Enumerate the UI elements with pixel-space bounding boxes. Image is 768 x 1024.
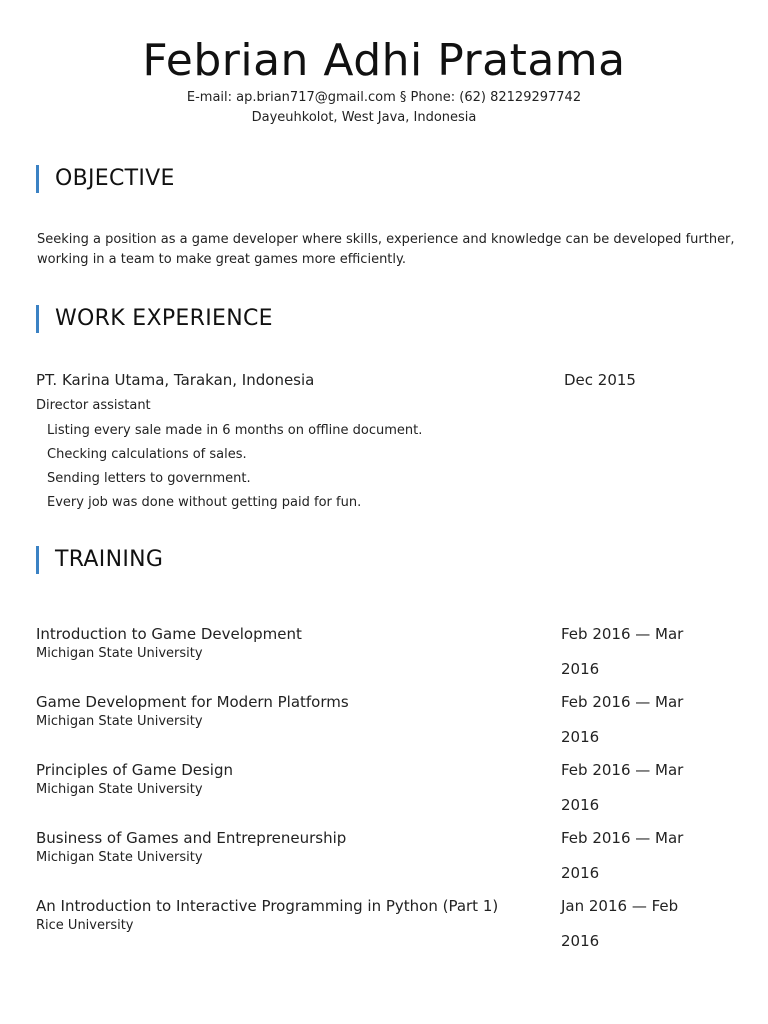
training-school: Michigan State University [36, 714, 203, 729]
training-date: Feb 2016 — Mar 2016 [561, 761, 684, 814]
training-course: An Introduction to Interactive Programming in Python (Part 1) [36, 897, 499, 915]
candidate-name: Febrian Adhi Pratama [142, 35, 626, 86]
training-school: Rice University [36, 918, 134, 933]
job-duties-list [47, 419, 422, 515]
objective-heading: OBJECTIVE [36, 165, 175, 193]
job-company: PT. Karina Utama, Tarakan, Indonesia [36, 371, 315, 389]
training-item [36, 827, 736, 895]
training-date: Feb 2016 — Mar 2016 [561, 693, 684, 746]
training-list [36, 623, 736, 963]
job-duty: Sending letters to government. [47, 471, 251, 486]
training-course: Principles of Game Design [36, 761, 233, 779]
job-duty: Every job was done without getting paid for fun. [47, 495, 362, 510]
training-course: Game Development for Modern Platforms [36, 693, 349, 711]
training-item [36, 691, 736, 759]
job-duty: Checking calculations of sales. [47, 447, 247, 462]
training-school: Michigan State University [36, 782, 203, 797]
work-experience-heading: WORK EXPERIENCE [36, 305, 273, 333]
training-heading: TRAINING [36, 546, 163, 574]
training-item [36, 623, 736, 691]
training-date: Feb 2016 — Mar 2016 [561, 829, 684, 882]
training-item [36, 759, 736, 827]
job-duty: Listing every sale made in 6 months on offline document. [47, 423, 423, 438]
training-date: Feb 2016 — Mar 2016 [561, 625, 684, 678]
location: Dayeuhkolot, West Java, Indonesia [251, 110, 477, 125]
contact-info [0, 88, 768, 128]
contact-line: E-mail: ap.brian717@gmail.com § Phone: (62) 82129297742 [186, 90, 582, 105]
training-course: Introduction to Game Development [36, 625, 302, 643]
training-school: Michigan State University [36, 850, 203, 865]
training-school: Michigan State University [36, 646, 203, 661]
job-role: Director assistant [36, 398, 151, 413]
training-course: Business of Games and Entrepreneurship [36, 829, 347, 847]
training-date: Jan 2016 — Feb 2016 [561, 897, 679, 950]
objective-text: Seeking a position as a game developer where skills, experience and knowledge can be developed further, working in a team to make great games more efficiently. [37, 232, 735, 267]
job-date: Dec 2015 [564, 371, 636, 389]
training-item [36, 895, 736, 963]
